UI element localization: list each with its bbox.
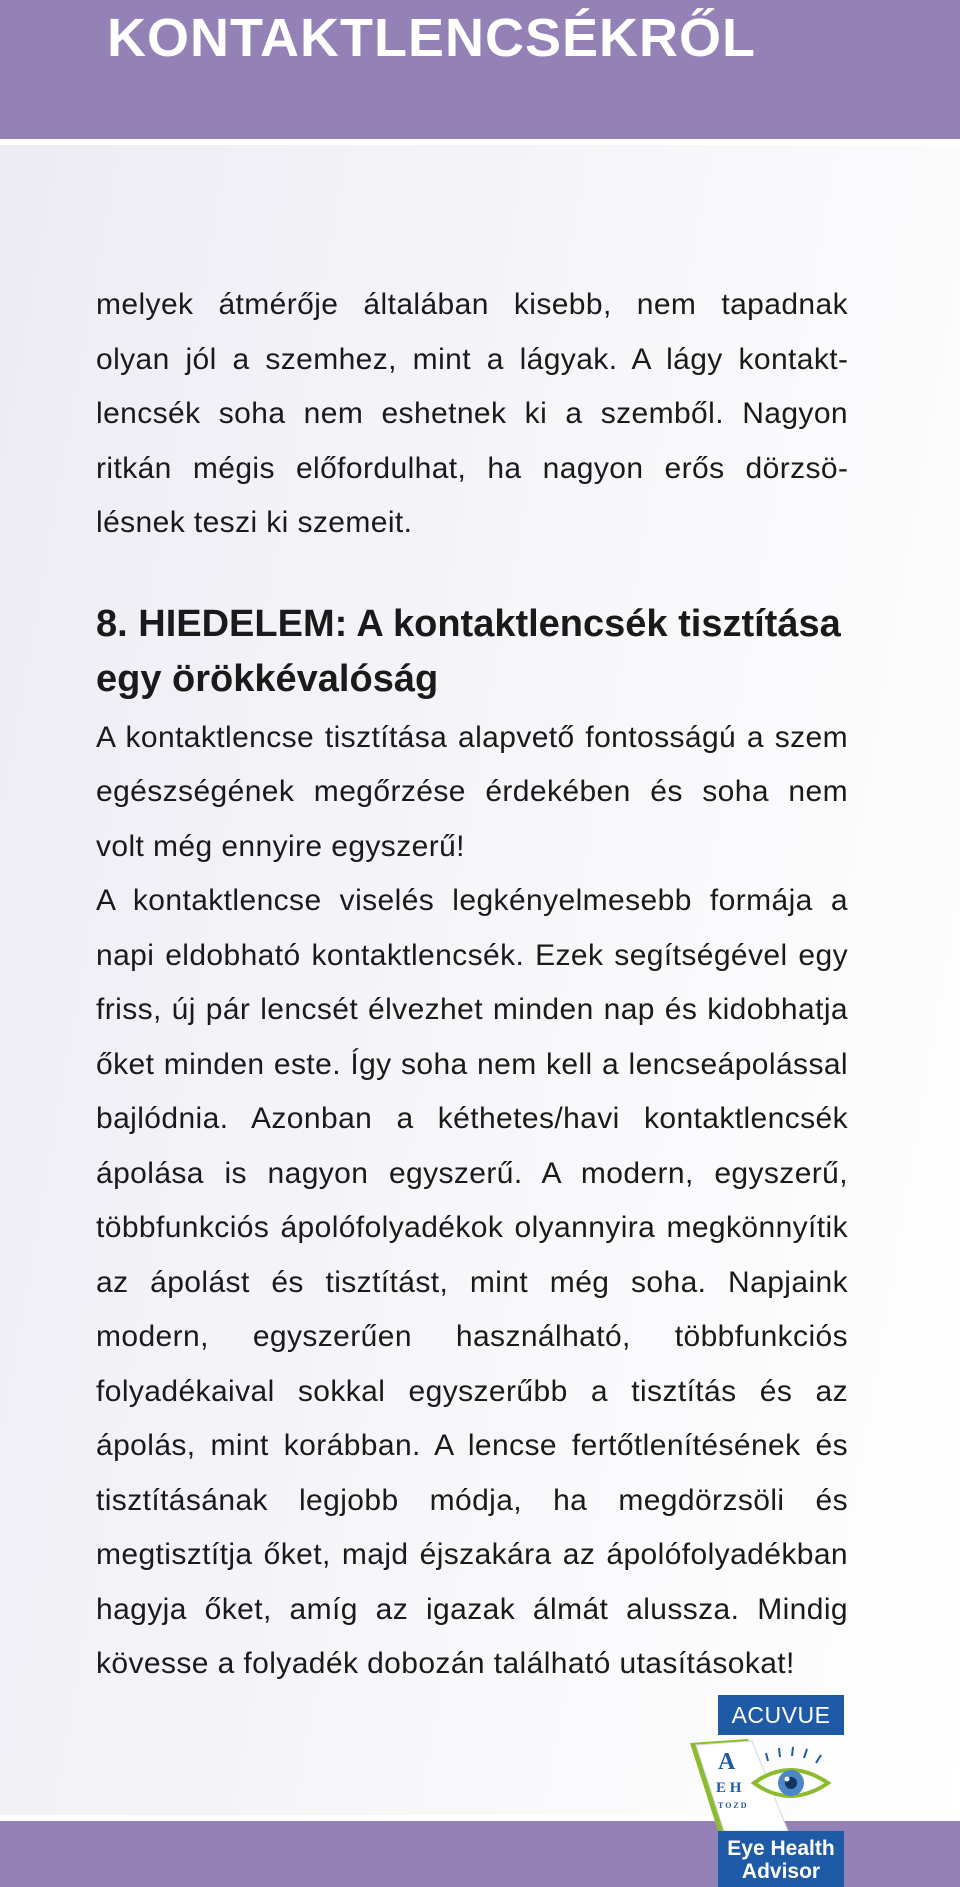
logo-brand: ACUVUE: [718, 1695, 844, 1735]
header-divider: [0, 139, 960, 145]
eye-chart-icon: [688, 1735, 848, 1831]
logo-line-1: Eye Health: [727, 1837, 835, 1860]
body-paragraph-2: A kontaktlencse viselés legkényelmesebb formája a napi eldobható kontaktlencsék. Ezek segítségével egy friss, új pár lencsét élvezhet minden nap és kidobhatja őket minden este. Így soha nem kell a lencseápolással bajlódnia. Azonban a kéthetes/havi kontaktlencsék ápolása is nagyon egyszerű. A modern, egyszerű, többfunkciós ápolófolyadékok olyannyira megkönnyítik az ápolást és tisztítást, mint még soha. Napjaink modern, egyszerűen használható, többfunkciós folyadékaival sokkal egyszerűbb a tisztítás és az ápolás, mint korábban. A lencse fertőtlenítésének és tisztításának legjobb módja, ha megdörzsöli és megtisztítja őket, majd éjszakára az ápolófolyadékban hagyja őket, amíg az igazak álmát alussza. Mindig kövesse a folyadék dobozán található utasításokat!: [96, 884, 848, 1680]
body-paragraph-1: A kontaktlencse tisztítása alapvető fontosságú a szem egészségének megőrzése érdekében és soha nem volt még ennyire egyszerű!: [96, 720, 848, 863]
chart-letter-tozd: T O Z D: [718, 1801, 747, 1810]
logo-line-2: Advisor: [741, 1860, 821, 1883]
logo-advisor-text: [718, 1831, 844, 1887]
intro-paragraph: melyek átmérője általában kisebb, nem tapadnak olyan jól a szemhez, mint a lágyak. A lágy kontaktlencsék soha nem eshetnek ki a szemből. Nagyon ritkán mégis előfordulhat, ha nagyon erős dörzsölésnek teszi ki szemeit.: [96, 288, 848, 539]
chart-letter-a: A: [718, 1749, 736, 1775]
chart-letter-eh: E H: [716, 1780, 742, 1796]
section-heading: 8. HIEDELEM: A kontaktlencsék tisztítása egy örökkévalóság: [96, 602, 841, 700]
article-body: [96, 278, 848, 1692]
acuvue-logo: [688, 1695, 848, 1887]
page-title: KONTAKTLENCSÉKRŐL: [107, 8, 756, 68]
header-band: [0, 0, 960, 139]
